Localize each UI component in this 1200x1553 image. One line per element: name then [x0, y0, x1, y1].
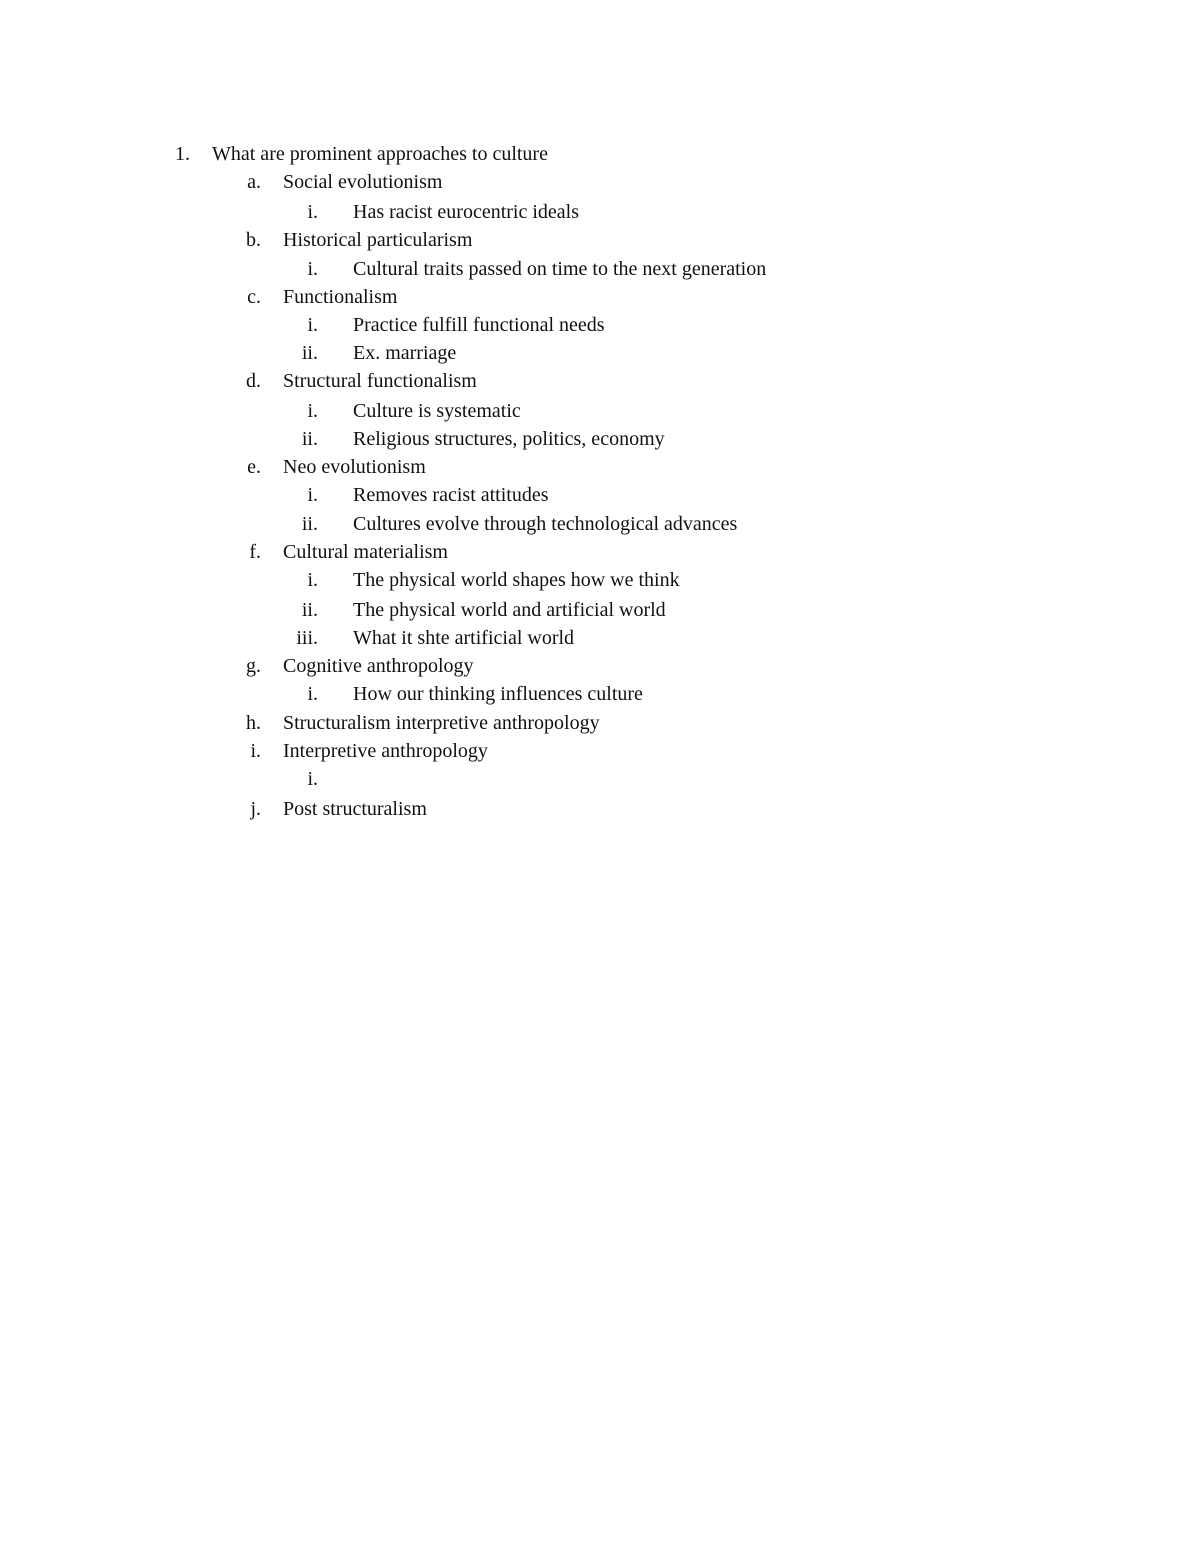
list-item-text: Ex. marriage — [353, 342, 457, 364]
list-marker: a. — [247, 171, 261, 193]
list-item-text: Cultural materialism — [283, 541, 448, 563]
list-marker: d. — [246, 370, 261, 392]
list-marker: i. — [307, 201, 318, 223]
list-marker: ii. — [301, 342, 318, 364]
list-item-text: Practice fulfill functional needs — [353, 314, 605, 336]
list-item-text: Post structuralism — [283, 798, 427, 820]
list-marker: f. — [249, 541, 261, 563]
list-item-text: Social evolutionism — [283, 171, 443, 193]
list-item-text: Interpretive anthropology — [283, 740, 488, 762]
list-marker: j. — [250, 798, 261, 820]
list-item-text: Removes racist attitudes — [353, 484, 549, 506]
list-marker: h. — [246, 712, 261, 734]
list-item-text: Cultures evolve through technological advances — [353, 513, 738, 535]
list-marker: g. — [246, 655, 261, 677]
list-marker: i. — [307, 400, 318, 422]
list-item-text: Religious structures, politics, economy — [353, 428, 665, 450]
list-marker: ii. — [301, 513, 318, 535]
list-marker: ii. — [301, 428, 318, 450]
list-marker: 1. — [175, 143, 190, 165]
list-marker: c. — [247, 286, 261, 308]
list-item-text: Culture is systematic — [353, 400, 521, 422]
list-marker: i. — [307, 768, 318, 790]
list-marker: i. — [307, 683, 318, 705]
list-marker: i. — [250, 740, 261, 762]
list-marker: i. — [307, 484, 318, 506]
list-marker: i. — [307, 258, 318, 280]
list-item-text: Functionalism — [283, 286, 398, 308]
list-marker: ii. — [301, 599, 318, 621]
list-marker: e. — [247, 456, 261, 478]
list-item-text: How our thinking influences culture — [353, 683, 643, 705]
list-marker: b. — [246, 229, 261, 251]
list-item-text: Cultural traits passed on time to the next generation — [353, 258, 767, 280]
list-marker: i. — [307, 314, 318, 336]
list-item-text: Structural functionalism — [283, 370, 477, 392]
list-item-text: The physical world shapes how we think — [353, 569, 680, 591]
list-item-text: What are prominent approaches to culture — [212, 143, 548, 165]
list-item-text: Structuralism interpretive anthropology — [283, 712, 600, 734]
list-item-text: Historical particularism — [283, 229, 473, 251]
list-marker: iii. — [296, 627, 318, 649]
list-item-text: Cognitive anthropology — [283, 655, 474, 677]
list-item-text: The physical world and artificial world — [353, 599, 666, 621]
list-item-text: Neo evolutionism — [283, 456, 426, 478]
list-marker: i. — [307, 569, 318, 591]
list-item-text: What it shte artificial world — [353, 627, 575, 649]
list-item-text: Has racist eurocentric ideals — [353, 201, 580, 223]
